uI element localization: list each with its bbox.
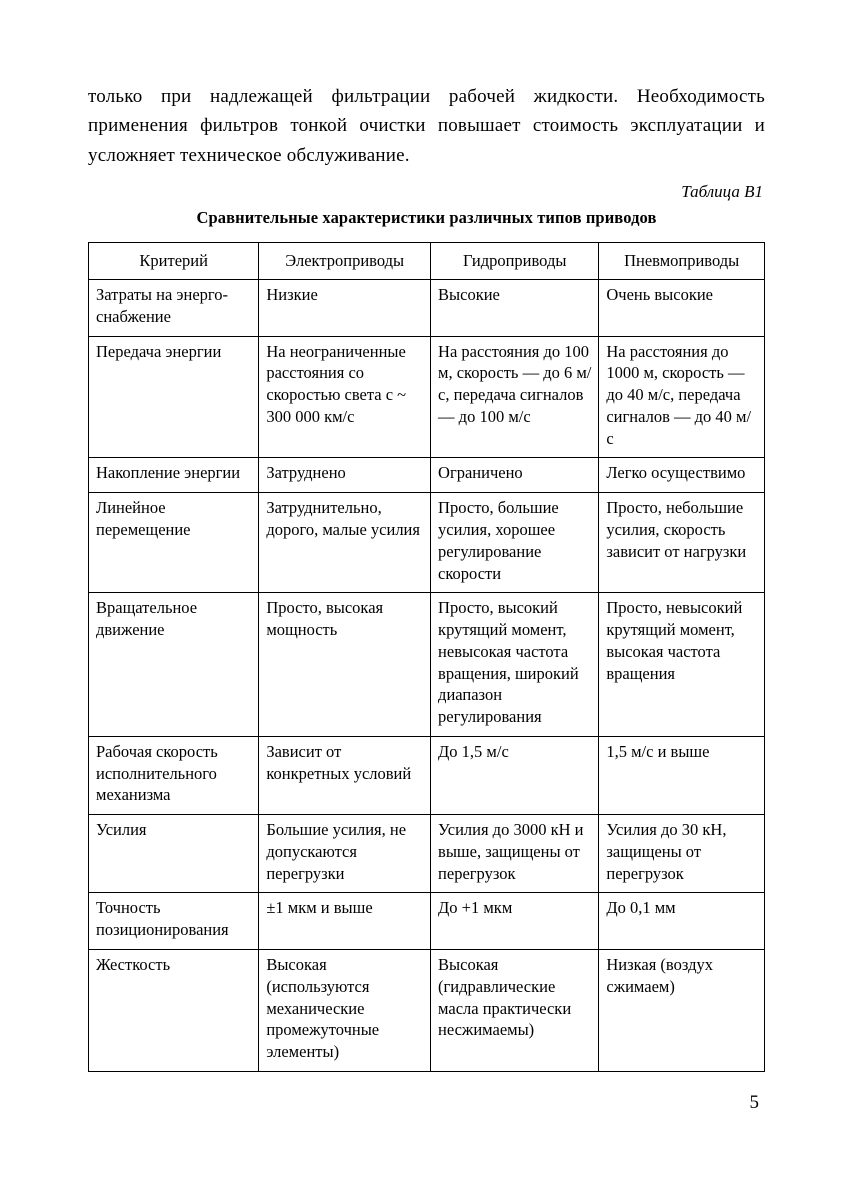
cell-value: Низкие xyxy=(259,280,431,337)
table-row xyxy=(89,458,765,493)
cell-criterion: Жесткость xyxy=(89,949,259,1071)
cell-criterion: Точность позиционирования xyxy=(89,893,259,950)
cell-value: Усилия до 30 кН, защищены от перегрузок xyxy=(599,815,765,893)
cell-criterion: Усилия xyxy=(89,815,259,893)
cell-criterion: Вращательное движение xyxy=(89,593,259,737)
cell-criterion: Линейное перемещение xyxy=(89,493,259,593)
cell-value: Легко осуществимо xyxy=(599,458,765,493)
cell-value: Высокая (используются механические промежуточные элементы) xyxy=(259,949,431,1071)
table-row xyxy=(89,280,765,337)
cell-criterion: Рабочая скорость исполнительного механизма xyxy=(89,736,259,814)
cell-value: Очень высокие xyxy=(599,280,765,337)
table-row xyxy=(89,893,765,950)
cell-value: До 0,1 мм xyxy=(599,893,765,950)
cell-value: Ограничено xyxy=(431,458,599,493)
table-row xyxy=(89,336,765,458)
cell-value: Большие усилия, не допускаются перегрузки xyxy=(259,815,431,893)
table-row xyxy=(89,949,765,1071)
column-header-hydraulic: Гидроприводы xyxy=(431,243,599,280)
cell-value: ±1 мкм и выше xyxy=(259,893,431,950)
table-row xyxy=(89,493,765,593)
comparison-table xyxy=(88,242,765,1072)
page-number: 5 xyxy=(749,1092,759,1113)
cell-value: На расстояния до 100 м, скорость — до 6 м/с, передача сигналов — до 100 м/с xyxy=(431,336,599,458)
table-title: Сравнительные характеристики различных типов приводов xyxy=(196,208,657,228)
cell-value: Просто, высокий крутящий момент, невысокая частота вращения, широкий диапазон регулирования xyxy=(431,593,599,737)
cell-value: Просто, невысокий крутящий момент, высокая частота вращения xyxy=(599,593,765,737)
table-row xyxy=(89,593,765,737)
table-row xyxy=(89,736,765,814)
cell-value: Зависит от конкретных условий xyxy=(259,736,431,814)
cell-value: На расстояния до 1000 м, скорость — до 40 м/с, передача сигналов — до 40 м/с xyxy=(599,336,765,458)
cell-value: До 1,5 м/с xyxy=(431,736,599,814)
column-header-criterion: Критерий xyxy=(89,243,259,280)
table-header-row xyxy=(89,243,765,280)
cell-value: Просто, большие усилия, хорошее регулирование скорости xyxy=(431,493,599,593)
column-header-pneumatic: Пневмоприводы xyxy=(599,243,765,280)
column-header-electric: Электроприводы xyxy=(259,243,431,280)
cell-value: Усилия до 3000 кН и выше, защищены от перегрузок xyxy=(431,815,599,893)
cell-value: 1,5 м/с и выше xyxy=(599,736,765,814)
table-label: Таблица В1 xyxy=(681,182,763,202)
cell-value: До +1 мкм xyxy=(431,893,599,950)
cell-value: На неограниченные расстояния со скоростью света с ~ 300 000 км/с xyxy=(259,336,431,458)
cell-criterion: Затраты на энергоснабжение xyxy=(89,280,259,337)
cell-value: Высокие xyxy=(431,280,599,337)
intro-paragraph: только при надлежащей фильтрации рабочей жидкости. Необходимость применения фильтров тонкой очистки повышает стоимость эксплуатации и усложняет техническое обслуживание. xyxy=(88,86,765,166)
cell-value: Просто, высокая мощность xyxy=(259,593,431,737)
cell-value: Просто, небольшие усилия, скорость зависит от нагрузки xyxy=(599,493,765,593)
cell-value: Затруднительно, дорого, малые усилия xyxy=(259,493,431,593)
cell-value: Высокая (гидравлические масла практически несжимаемы) xyxy=(431,949,599,1071)
table-row xyxy=(89,815,765,893)
cell-value: Затруднено xyxy=(259,458,431,493)
cell-criterion: Накопление энергии xyxy=(89,458,259,493)
cell-criterion: Передача энергии xyxy=(89,336,259,458)
cell-value: Низкая (воздух сжимаем) xyxy=(599,949,765,1071)
